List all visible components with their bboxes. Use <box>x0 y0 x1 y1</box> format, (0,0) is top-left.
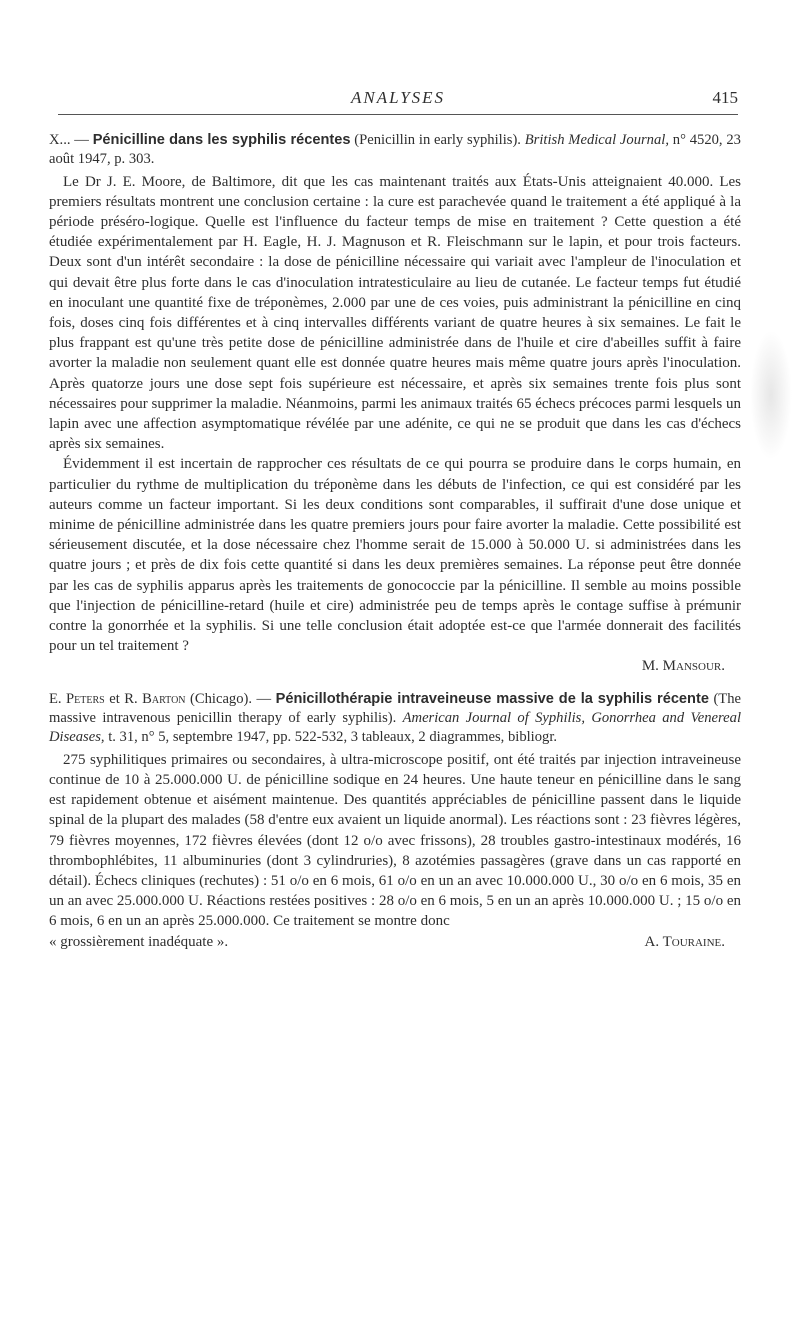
article-1-original-title: (Penicillin in early syphilis). <box>350 132 525 148</box>
article-2-title: Pénicillothérapie intraveineuse massive de la syphilis récente <box>275 691 709 708</box>
article-2-signature: A. Touraine. <box>644 933 725 950</box>
page-body <box>49 131 741 952</box>
article-2-last-line <box>49 932 741 952</box>
article-2-ref-details: t. 31, n° 5, septembre 1947, pp. 522-532, 3 tableaux, 2 diagrammes, bibliogr. <box>104 729 558 746</box>
article-1-journal: British Medical Journal, <box>524 132 669 148</box>
article-2-authors-and: et <box>104 691 125 708</box>
article-2-original-title: (The massive intravenous penicillin therapy of early syphilis). <box>49 691 741 727</box>
article-1-reference <box>49 131 741 169</box>
running-title: ANALYSES <box>350 88 446 107</box>
article-2-paragraph-end: « grossièrement inadéquate ». <box>49 933 229 950</box>
article-2-location: (Chicago). — <box>185 691 276 708</box>
header-rule <box>58 114 738 115</box>
page-header <box>58 88 738 118</box>
article-2-journal: American Journal of Syphilis, Gonorrhea and Venereal Diseases, <box>49 710 741 746</box>
article-1-paragraph-1: Le Dr J. E. Moore, de Baltimore, dit que les cas maintenant traités aux États-Unis atteignaient 40.000. Les premiers résultats montrent une conclusion certaine : la cure est parachevée quand le traitement a été appliqué à la période préséro-logique. Quelle est l'influence du facteur temps de mise en traitement ? Cette question a été étudiée expérimentalement par H. Eagle, H. J. Magnuson et R. Fleischmann sur le lapin, et pour trois facteurs. Deux sont d'un intérêt secondaire : la dose de pénicilline nécessaire qui variait avec l'ampleur de l'inoculation et qui devait être plus forte dans le cas d'inoculation intratesticulaire au lieu de cutanée. Le facteur temps fut étudié en inoculant une quantité fixe de tréponèmes, 2.000 par une de ces voies, puis administrant la pénicilline en cinq fois, doses cinq fois différentes et à cinq intervalles différents variant de quatre heures à six semaines. Le fait le plus frappant est qu'une très petite dose de pénicilline administrée dans de l'huile et cire d'abeilles suffit à faire avorter la maladie non seulement quant elle est donnée quatre heures mais même quatre jours après l'inoculation. Après quatorze jours une dose sept fois supérieure est nécessaire, et après six semaines trente fois plus sont nécessaires pour supprimer la maladie. Néanmoins, parmi les animaux traités 65 échecs précoces parmi lesquels un lapin avec une affection asymptomatique révélée par une adénite, ce qui ne se produit que dans les cas d'échecs après six semaines. <box>49 173 741 453</box>
article-2-reference <box>49 690 741 746</box>
article-1-ref-details: n° 4520, 23 août 1947, p. 303. <box>49 132 741 167</box>
article-2-author-1: E. Peters <box>49 691 105 708</box>
article-1-signature: M. Mansour. <box>641 658 725 675</box>
article-2-author-2: R. Barton <box>124 691 186 708</box>
article-2-paragraph: 275 syphilitiques primaires ou secondaires, à ultra-microscope positif, ont été traités par injection intraveineuse continue de 10 à 25.000.000 U. de pénicilline sodique en 24 heures. Une haute teneur en pénicilline dans le sang est rapidement obtenue et aisément maintenue. Des quantités appréciables de pénicilline passent dans le liquide spinal de la plupart des malades (58 d'entre eux avaient un liquide anormal). Les réactions sont : 23 fièvres légères, 79 fièvres moyennes, 172 fièvres élevées (dont 12 o/o avec frissons), 28 troubles gastro-intestinaux modérés, 16 thrombophlébites, 11 albuminuries (dont 3 cylindruries), 8 azotémies passagères (grave dans un cas rapporté en détail). Échecs cliniques (rechutes) : 51 o/o en 6 mois, 61 o/o en un an avec 10.000.000 U., 30 o/o en 6 mois, 35 en un an avec 25.000.000 U. Réactions restées positives : 28 o/o en 6 mois, 5 en un an après 10.000.000 U. ; 15 o/o en 6 mois, 6 en un an après 25.000.000. Ce traitement se montre donc <box>49 751 741 930</box>
article-1-paragraph-2: Évidemment il est incertain de rapprocher ces résultats de ce qui pourra se produire dans le corps humain, en particulier du rythme de multiplication du tréponème dans les débuts de l'infection, ce qui est considéré par les auteurs comme un facteur important. Si les deux conditions sont comparables, il suffirait d'une dose unique et minime de pénicilline administrée dans les quatre premiers jours pour faire avorter la maladie. Cette possibilité est sérieusement discutée, et la dose nécessaire chez l'homme serait de 15.000 à 50.000 U. si administrées dans les quatre jours ; et près de dix fois cette quantité si dans les deux premières semaines. La réponse peut être donnée par les cas de syphilis apparus après les traitements de gonococcie par la pénicilline. Il semble au moins possible que l'injection de pénicilline-retard (huile et cire) administrée peu de temps après le contage suffise à prémunir contre la gonorrhée et la syphilis. Si une telle conclusion était adoptée est-ce que l'armée donnerait des facilités pour un tel traitement ? <box>49 456 741 655</box>
article-1-ref-prefix: X... — <box>49 132 93 148</box>
page-number: 415 <box>712 88 738 107</box>
article-1-title: Pénicilline dans les syphilis récentes <box>92 132 351 148</box>
margin-stain <box>750 330 792 460</box>
